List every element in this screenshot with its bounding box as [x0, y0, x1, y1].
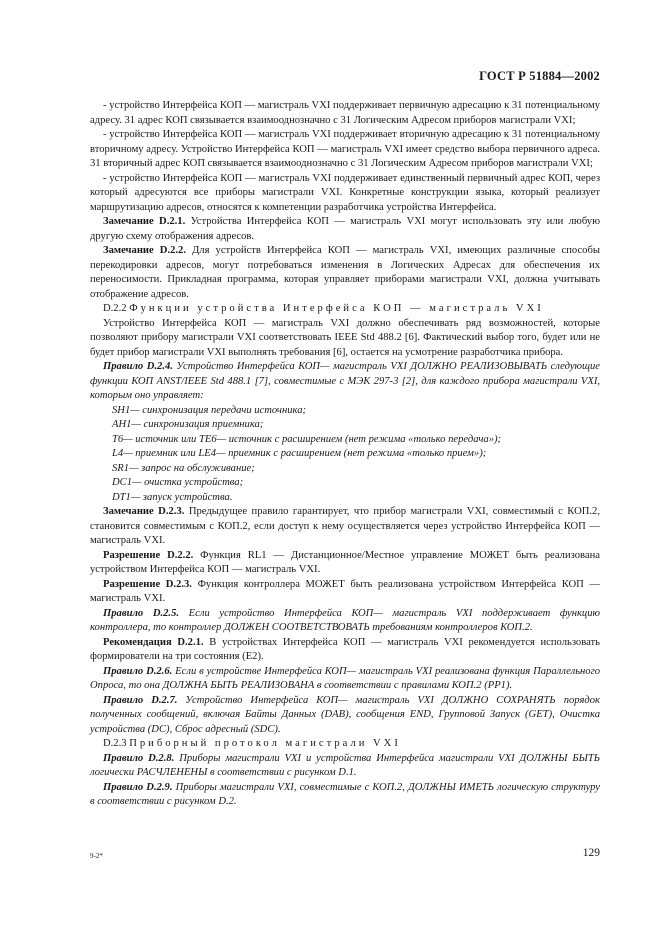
rule-text: Устройство Интерфейса КОП— магистраль VXI ДОЛЖНО РЕАЛИЗОВЫВАТЬ следующие функции КОП ANST/IEEE Std 488.1 [7], совместимые с МЭК 297-3 [2], для каждого прибора магистрали VXI, которым оно управляет: — [90, 361, 601, 401]
paragraph: - устройство Интерфейса КОП — магистраль VXI поддерживает первичную адресацию к 31 потенциальному адресу. 31 адрес КОП связывается взаимооднозначно с 31 Логическим Адресом приборов магистрали VXI; — [90, 100, 600, 126]
rule-label: Правило D.2.7. — [103, 694, 178, 706]
permission-d23 — [90, 578, 600, 607]
note-text: Предыдущее правило гарантирует, что прибор магистрали VXI, совместимый с КОП.2, становится совместимым с КОП.2, если доступ к нему осуществляется через устройство Интерфейса КОП — магистраль VXI. — [90, 506, 601, 546]
permission-label: Разрешение D.2.2. — [103, 549, 194, 561]
note-label: Замечание D.2.1. — [103, 216, 186, 227]
rule-label: Правило D.2.8. — [103, 752, 175, 764]
permission-label: Разрешение D.2.3. — [103, 578, 192, 590]
note-text: Для устройств Интерфейса КОП — магистраль VXI, имеющих различные способы перекодировки адресов, могут потребоваться изменения в Логических Адресах для обеспечения их переносимости. Прикладная программа, которая управляет приборами магистрали VXI, должна учитывать отображение адресов. — [90, 245, 600, 300]
note-label: Замечание D.2.3. — [103, 506, 185, 517]
rule-label: Правило D.2.9. — [103, 781, 173, 793]
section-number: D.2.2 — [103, 303, 127, 314]
sheet-mark: 9-2* — [90, 852, 103, 860]
rule-d27 — [90, 694, 600, 738]
permission-d22 — [90, 549, 600, 578]
function-item: SH1— синхронизация передачи источника; — [112, 404, 307, 416]
note-d21 — [90, 215, 600, 244]
section-title: Функции устройства Интерфейса КОП — магистраль VXI — [129, 303, 544, 314]
note-label: Замечание D.2.2. — [103, 245, 186, 256]
section-heading-d22 — [90, 302, 600, 317]
rule-d24 — [90, 360, 600, 404]
rule-text: Приборы магистрали VXI, совместимые с КОП.2, ДОЛЖНЫ ИМЕТЬ логическую структуру в соответствии с рисунком D.2. — [90, 781, 601, 807]
function-item: L4— приемник или LE4— приемник с расширением (нет режима «только прием»); — [112, 448, 487, 459]
rule-d25 — [90, 607, 600, 636]
recommendation-text: В устройствах Интерфейса КОП — магистраль VXI рекомендуется использовать формирователи на три состояния (E2). — [90, 636, 600, 662]
function-item: DC1— очистка устройства; — [112, 477, 244, 488]
rule-text: Приборы магистрали VXI и устройства Интерфейса магистрали VXI ДОЛЖНЫ БЫТЬ логически РАСЧЛЕНЕНЫ в соответствии с рисунком D.1. — [90, 752, 600, 778]
note-text: Устройства Интерфейса КОП — магистраль VXI могут использовать эту или любую другую схему отображения адресов. — [90, 216, 601, 242]
function-item: T6— источник или TE6— источник с расширением (нет режима «только передача»); — [112, 433, 502, 445]
section-number: D.2.3 — [103, 738, 127, 749]
function-item: AH1— синхронизация приемника; — [112, 419, 264, 430]
section-text: Устройство Интерфейса КОП — магистраль VXI должно обеспечивать ряд возможностей, которые позволяют прибору магистрали VXI соответствовать IEEE Std 488.2 [6]. Фактический выбор того, будет или не будет прибор магистрали VXI выполнять требования [6], остается на усмотрение разработчика прибора. — [90, 317, 600, 358]
section-heading-d23 — [90, 737, 600, 752]
recommendation-label: Рекомендация D.2.1. — [103, 636, 204, 648]
paragraph: - устройство Интерфейса КОП — магистраль VXI поддерживает единственный первичный адрес КОП, через который адресуются все приборы магистрали VXI. Конкретные конструкции языка, который реализует маршрутизацию адресов, относятся к компетенции разработчика устройства Интерфейса. — [90, 172, 600, 213]
page-body — [90, 99, 600, 810]
rule-label: Правило D.2.6. — [103, 665, 173, 677]
section-title: Приборный протокол магистрали VXI — [129, 738, 401, 749]
page-number: 129 — [582, 847, 600, 859]
function-item: SR1— запрос на обслуживание; — [112, 462, 255, 474]
rule-text: Устройство Интерфейса КОП— магистраль VXI ДОЛЖНО СОХРАНЯТЬ порядок полученных сообщений, включая Байты Данных (DAB), сообщения END, Групповой Запуск (GET), Очистка устройства (DC), Сброс адресный (SDC). — [90, 694, 600, 735]
rule-text: Если в устройстве Интерфейса КОП— магистраль VXI реализована функция Параллельного Опроса, то она ДОЛЖНА БЫТЬ РЕАЛИЗОВАНА в соответствии с правилами КОП.2 (PP1). — [90, 665, 600, 691]
rule-d26 — [90, 665, 600, 694]
function-item: DT1— запуск устройства. — [112, 491, 233, 503]
note-d23 — [90, 505, 600, 549]
recommendation-d21 — [90, 636, 600, 665]
permission-text: Функция контроллера МОЖЕТ быть реализована устройством Интерфейса КОП — магистраль VXI. — [90, 578, 601, 604]
permission-text: Функция RL1 — Дистанционное/Местное управление МОЖЕТ быть реализована устройством Интерфейса КОП — магистраль VXI. — [90, 549, 600, 575]
rule-d28 — [90, 752, 600, 781]
note-d22 — [90, 244, 600, 302]
paragraph: - устройство Интерфейса КОП — магистраль VXI поддерживает вторичную адресацию к 31 потенциальному вторичному адресу. Устройство Интерфейса КОП — магистраль VXI имеет средство выбора первичного адреса. 31 вторичный адрес КОП связывается взаимооднозначно с 31 Логическим Адресом приборов магистрали VXI; — [90, 129, 600, 169]
rule-label: Правило D.2.4. — [103, 361, 173, 372]
rule-text: Если устройство Интерфейса КОП— магистраль VXI поддерживает функцию контроллера, то контроллер ДОЛЖЕН СООТВЕТСТВОВАТЬ требованиям контроллеров КОП.2. — [90, 607, 600, 633]
rule-label: Правило D.2.5. — [103, 607, 180, 619]
document-code-header: ГОСТ Р 51884—2002 — [479, 69, 600, 83]
rule-d29 — [90, 781, 600, 810]
